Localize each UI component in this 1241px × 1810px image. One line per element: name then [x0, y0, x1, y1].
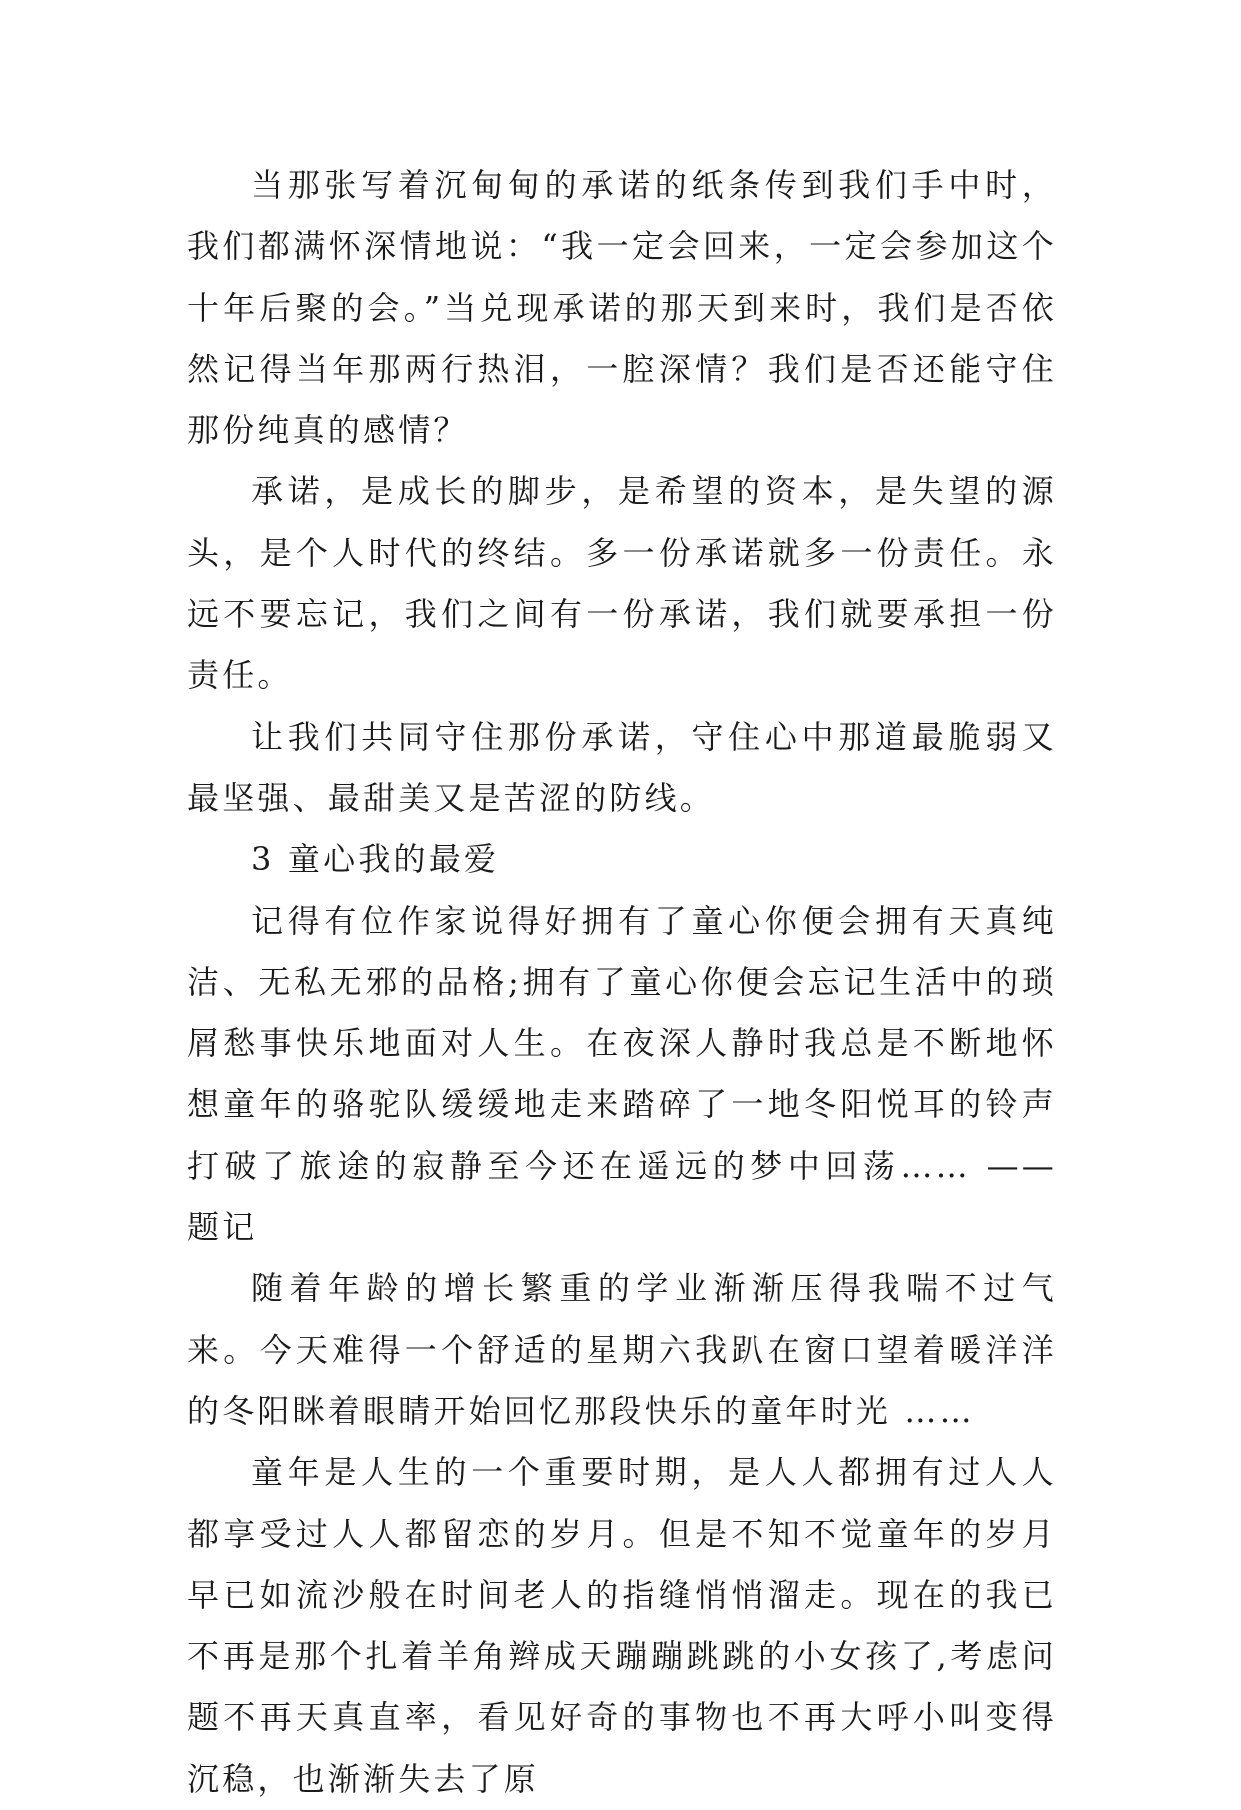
document-body	[187, 155, 1057, 1810]
paragraph-saturday: 随着年龄的增长繁重的学业渐渐压得我喘不过气来。今天难得一个舒适的星期六我趴在窗口望着暖洋洋的冬阳眯着眼睛开始回忆那段快乐的童年时光 ……	[187, 1269, 1057, 1430]
paragraph-promise-note: 当那张写着沉甸甸的承诺的纸条传到我们手中时，我们都满怀深情地说：“我一定会回来，一定会参加这个十年后聚的会。”当兑现承诺的那天到来时，我们是否依然记得当年那两行热泪，一腔深情？我们是否还能守住那份纯真的感情？	[187, 166, 1057, 450]
paragraph-childhood: 童年是人生的一个重要时期，是人人都拥有过人人都享受过人人都留恋的岁月。但是不知不觉童年的岁月早已如流沙般在时间老人的指缝悄悄溜走。现在的我已不再是那个扎着羊角辫成天蹦蹦跳跳的小女孩了,考虑问题不再天真直率，看见好奇的事物也不再大呼小叫变得沉稳，也渐渐失去了原	[187, 1453, 1057, 1798]
paragraph-epigraph: 记得有位作家说得好拥有了童心你便会拥有天真纯洁、无私无邪的品格;拥有了童心你便会忘记生活中的琐屑愁事快乐地面对人生。在夜深人静时我总是不断地怀想童年的骆驼队缓缓地走来踏碎了一地冬阳悦耳的铃声打破了旅途的寂静至今还在遥远的梦中回荡…… —— 题记	[187, 901, 1057, 1247]
paragraph-promise-meaning: 承诺，是成长的脚步，是希望的资本，是失望的源头，是个人时代的终结。多一份承诺就多一份责任。永远不要忘记，我们之间有一份承诺，我们就要承担一份责任。	[187, 472, 1057, 695]
paragraph-keep-promise: 让我们共同守住那份承诺，守住心中那道最脆弱又最坚强、最甜美又是苦涩的防线。	[187, 717, 1057, 817]
section-heading: 3 童心我的最爱	[251, 840, 500, 879]
